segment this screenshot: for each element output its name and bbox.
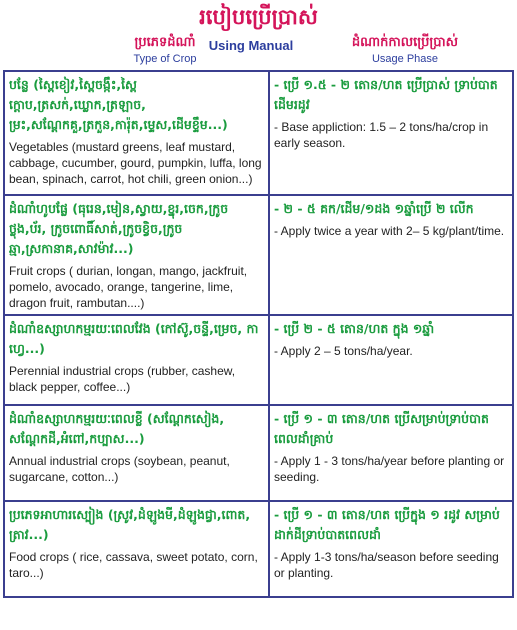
table-row xyxy=(4,501,513,597)
crop-type-km: ដំណាំឧស្សាហកម្មរយៈពេលខ្លី (សណ្តែកសៀង, សណ្តែកដី,អំពៅ,កប្បាស...) xyxy=(9,411,225,446)
crop-type-km: ដំណាំឧស្សាហកម្មរយៈពេលវែង (កៅស៊ូ,ចន្ទី,ម្រេច, កាហ្វេ...) xyxy=(9,321,259,356)
crop-type-km: បន្លែ (ស្ពៃខៀវ,ស្ពៃចង្កឹះ,ស្ពៃក្តោប,ត្រសក់,ឃ្លោក,ត្រឡាច, ម្រះ,សណ្តែកគួ,ត្រកួន,ការ៉ុត,ម្ទេស,ដើមខ្ទឹម...) xyxy=(9,77,228,132)
usage-km: - ២ - ៥ គក/ដើម/១ដង ១ឆ្នាំប្រើ ២ លើក xyxy=(274,201,474,216)
crop-type-cell xyxy=(4,315,269,405)
usage-km: - ប្រើ ១ - ៣ តោន/ហត ប្រើសម្រាប់ទ្រាប់បាតពេលដាំគ្រាប់ xyxy=(274,411,489,446)
crop-type-en: Food crops ( rice, cassava, sweet potato, corn, taro...) xyxy=(9,550,258,580)
usage-en: - Apply 1 - 3 tons/ha/year before planting or seeding. xyxy=(274,454,505,484)
column-header-usage xyxy=(300,34,510,65)
table-row xyxy=(4,405,513,501)
table-row xyxy=(4,71,513,195)
crop-type-en: Perennial industrial crops (rubber, cashew, black pepper, coffee...) xyxy=(9,364,236,394)
table-row xyxy=(4,315,513,405)
usage-en: - Apply twice a year with 2– 5 kg/plant/time. xyxy=(274,224,505,238)
column-header-usage-en: Usage Phase xyxy=(371,53,439,65)
column-header-type-en: Type of Crop xyxy=(133,53,197,65)
page-title: របៀបប្រើប្រាស់ xyxy=(199,5,318,29)
usage-cell xyxy=(269,315,513,405)
usage-cell xyxy=(269,71,513,195)
table-row xyxy=(4,195,513,315)
usage-en: - Apply 1-3 tons/ha/season before seeding or planting. xyxy=(274,550,499,580)
usage-en: - Apply 2 – 5 tons/ha/year. xyxy=(274,344,413,358)
usage-cell xyxy=(269,501,513,597)
crop-type-cell xyxy=(4,501,269,597)
usage-en: - Base appliction: 1.5 – 2 tons/ha/crop in early season. xyxy=(274,120,489,150)
usage-km: - ប្រើ ១ - ៣ តោន/ហត ប្រើក្នុង ១ រដូវ សម្រាប់ ដាក់ដីទ្រាប់បាតពេលដាំ xyxy=(274,507,500,542)
crop-type-cell xyxy=(4,195,269,315)
column-header-usage-km: ដំណាក់កាលប្រើប្រាស់ xyxy=(351,35,459,50)
crop-type-en: Fruit crops ( durian, longan, mango, jackfruit, pomelo, avocado, orange, tangerine, lime, dragon fruit, rambutan....) xyxy=(9,264,248,310)
crop-type-km: ប្រភេទអាហារស្បៀង (ស្រូវ,ដំឡូងមី,ដំឡូងជ្វា,ពោត, ត្រាវ...) xyxy=(9,507,251,542)
usage-cell xyxy=(269,405,513,501)
usage-km: - ប្រើ ២ - ៥ តោន/ហត ក្នុង ១ឆ្នាំ xyxy=(274,321,435,336)
column-header-type-km: ប្រភេទដំណាំ xyxy=(134,35,196,50)
crop-type-cell xyxy=(4,405,269,501)
crop-type-cell xyxy=(4,71,269,195)
usage-km: - ប្រើ ១.៥ - ២ តោន/ហត ប្រើប្រាស់ ទ្រាប់បាតដើមរដូវ xyxy=(274,77,498,112)
crop-type-en: Annual industrial crops (soybean, peanut, sugarcane, cotton...) xyxy=(9,454,230,484)
usage-cell xyxy=(269,195,513,315)
crop-type-km: ដំណាំហូបផ្លែ (ធុរេន,មៀន,ស្វាយ,ខ្នុរ,ចេក,ក្រូចថ្លុង,ប័រ, ក្រូចពោធិ៍សាត់,ក្រូចខ្វិច,ក្រូចឆ្មា,ស្រកានាគ,សាវម៉ាវ...) xyxy=(9,201,229,256)
subtitle-text: Using Manual xyxy=(208,38,294,53)
crop-type-en: Vegetables (mustard greens, leaf mustard, cabbage, cucumber, gourd, pumpkin, luffa, long bean, spinach, carrot, hot chili, green onion...) xyxy=(9,140,262,186)
crop-usage-table xyxy=(3,70,514,598)
subtitle xyxy=(196,38,306,53)
